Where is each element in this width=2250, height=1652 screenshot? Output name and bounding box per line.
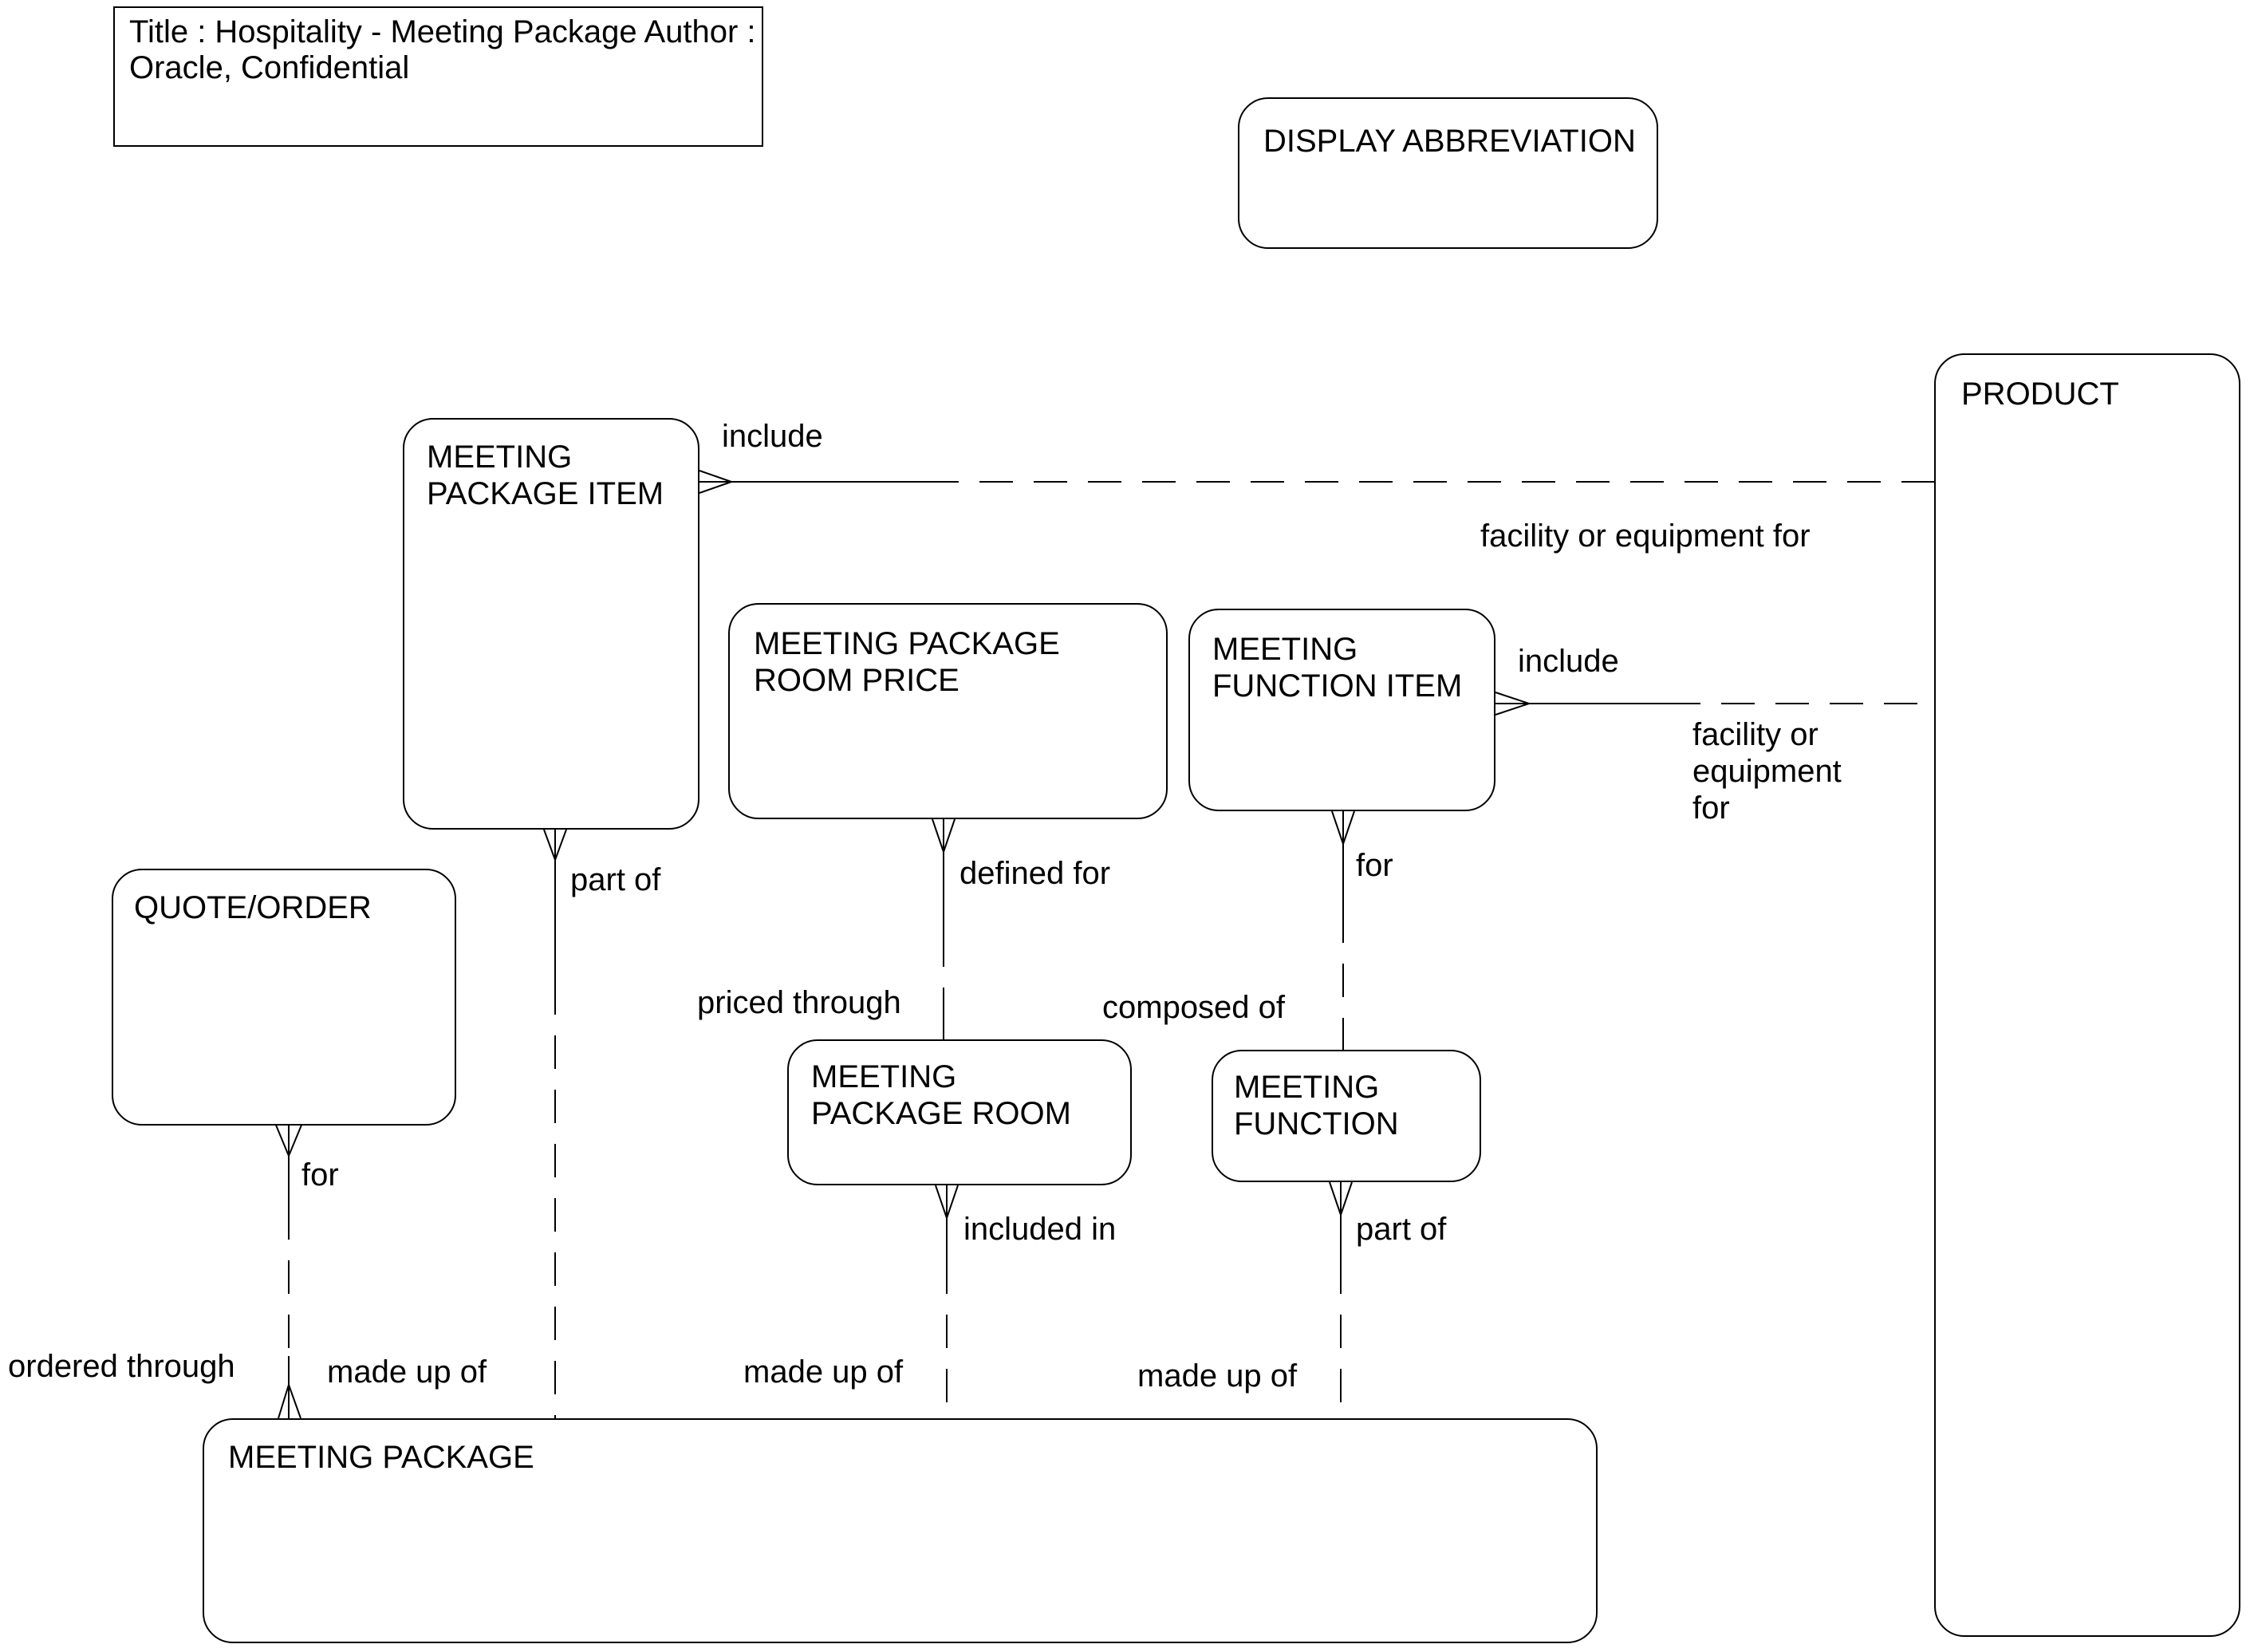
diagram-title-line: Title : Hospitality - Meeting Package bbox=[129, 14, 637, 49]
entity-label: MEETING PACKAGE ROOM PRICE bbox=[754, 626, 1060, 698]
rel-label-composed-of[interactable]: composed of bbox=[1102, 990, 1286, 1025]
rel-label-made-up-of-3[interactable]: made up of bbox=[1137, 1358, 1298, 1394]
rel-label-include-function-item[interactable]: include bbox=[1518, 644, 1619, 679]
entity-label: MEETING PACKAGE bbox=[228, 1440, 534, 1475]
connector-package-item-product[interactable] bbox=[699, 471, 1934, 493]
crow-foot-function-item-bottom bbox=[1332, 811, 1354, 844]
crow-foot-package-item-bottom bbox=[544, 830, 566, 860]
rel-label-for-quote-order[interactable]: for bbox=[301, 1157, 339, 1193]
entity-meeting-package[interactable] bbox=[203, 1418, 1598, 1643]
entity-product[interactable] bbox=[1934, 353, 2240, 1637]
entity-label: MEETING PACKAGE ROOM bbox=[811, 1059, 1071, 1131]
diagram-title-box[interactable] bbox=[113, 6, 763, 147]
entity-display-abbreviation[interactable] bbox=[1238, 97, 1658, 249]
connector-function-item-function[interactable] bbox=[1332, 811, 1354, 1050]
rel-label-part-of-package-item[interactable]: part of bbox=[570, 862, 661, 897]
crow-foot-package-room-bottom bbox=[936, 1185, 958, 1218]
entity-label: MEETING PACKAGE ITEM bbox=[427, 440, 664, 511]
crow-foot-quote-order-bottom bbox=[275, 1123, 302, 1156]
entity-label: MEETING FUNCTION bbox=[1234, 1070, 1399, 1141]
entity-meeting-package-room-price[interactable] bbox=[728, 603, 1168, 819]
entity-meeting-function-item[interactable] bbox=[1188, 609, 1495, 811]
crow-foot-function-item-right bbox=[1495, 692, 1529, 715]
connector-room-price-package-room[interactable] bbox=[932, 819, 955, 1039]
rel-label-made-up-of-1[interactable]: made up of bbox=[327, 1354, 487, 1390]
crow-foot-room-price-bottom bbox=[932, 819, 955, 852]
entity-meeting-package-item[interactable] bbox=[403, 418, 699, 830]
rel-label-ordered-through[interactable]: ordered through bbox=[8, 1349, 235, 1384]
entity-meeting-function[interactable] bbox=[1212, 1050, 1481, 1182]
entity-label: QUOTE/ORDER bbox=[134, 890, 372, 925]
entity-meeting-package-room[interactable] bbox=[787, 1039, 1132, 1185]
connector-quote-order-package[interactable] bbox=[275, 1123, 302, 1418]
entity-label: PRODUCT bbox=[1961, 377, 2119, 412]
rel-label-made-up-of-2[interactable]: made up of bbox=[743, 1354, 904, 1390]
crow-foot-package-top bbox=[278, 1385, 301, 1418]
connector-function-item-product[interactable] bbox=[1495, 692, 1934, 715]
connector-function-package[interactable] bbox=[1330, 1182, 1352, 1418]
crow-foot-function-bottom bbox=[1330, 1182, 1352, 1215]
rel-label-for-function-item[interactable]: for bbox=[1356, 848, 1393, 883]
rel-label-included-in[interactable]: included in bbox=[963, 1212, 1117, 1247]
diagram-author-line: Author : Oracle, Confidential bbox=[129, 14, 756, 85]
rel-label-include-package-item[interactable]: include bbox=[722, 419, 823, 454]
rel-label-facility-or-equipment-for-package-item[interactable]: facility or equipment for bbox=[1480, 518, 1811, 554]
connector-package-item-package[interactable] bbox=[544, 830, 566, 1418]
rel-label-part-of-function[interactable]: part of bbox=[1356, 1212, 1447, 1247]
rel-label-priced-through[interactable]: priced through bbox=[697, 985, 901, 1020]
entity-quote-order[interactable] bbox=[112, 869, 456, 1126]
entity-label: DISPLAY ABBREVIATION bbox=[1263, 124, 1636, 159]
rel-label-facility-or-equipment-for-function-item[interactable]: facility or equipment for bbox=[1692, 717, 1842, 826]
crow-foot-package-item-right bbox=[699, 471, 731, 493]
entity-label: MEETING FUNCTION ITEM bbox=[1212, 632, 1463, 704]
rel-label-defined-for[interactable]: defined for bbox=[960, 856, 1111, 891]
connector-package-room-package[interactable] bbox=[936, 1185, 958, 1418]
